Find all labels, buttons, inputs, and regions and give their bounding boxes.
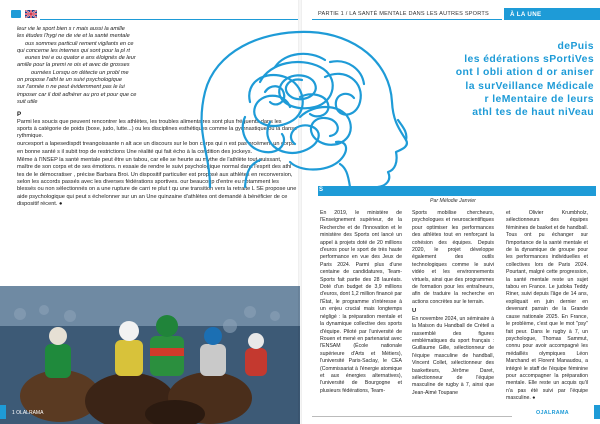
box-column-3: [506, 210, 588, 403]
box-column-1: [320, 210, 402, 395]
text-line: imposer car il doit adhérer au pro et pour que ce: [17, 91, 137, 98]
paragraph: En novembre 2024, un séminaire à la Maison du Handball de Créteil a rassemblé des figures emblématiques du sport français : Guillaume Gille, sélectionneur de l'équipe masculine de handball, Vincent Collet, sélectionneur des basketteurs, Jérôme Daret, sélectionneur de l'équipe masculine de rugby à 7, ainsi que Jean-Aimé Toupane: [412, 315, 494, 396]
header-rule-left: [40, 19, 298, 20]
article-headline: [386, 40, 594, 119]
box-marker: S: [319, 187, 324, 193]
headline-line: athl tes de haut niVeau: [472, 107, 594, 119]
paragraph-text: Même à l'INSEP la santé mentale peut être un tabou, car elle se heurte au mythe de l'athlète tout-puissant, maître de son corps et de ses émotions. n essaie de rendre le suivi psychologique normal dans l'esprit des athl tes de le démocratiser , précise Barbara Broi. Un dispositif particulier est proposé aux athlètes en reconversion, selon les accords passés avec les diverses fédérations sportives. our beaucoup d'entre eu notamment les blessés ou non sélectionnés on a une rupture de carri re plut t qu une transition vers la retraite L SE propose une aide psychologique qui peut s échelonner sur un an Une quinzaine d'athlètes ont demandé à bénéficier de ce dispositif récent.: [17, 157, 297, 207]
text-line: eunes trei e ou quator e ans éloignés de leur: [25, 55, 136, 62]
text-line: leur vie le sport bien s r mais aussi la amille: [17, 26, 125, 32]
headline-line: la surVeillance Médicale: [465, 80, 594, 92]
footer-tab-left: [0, 405, 6, 419]
footer-rule-right: [312, 416, 512, 417]
page-folio-left: 1 OLALRAMA: [12, 410, 44, 416]
text-line: ournées Lorsqu on détecte un probl me: [31, 69, 129, 76]
paragraph: En 2019, le ministère de l'Enseignement supérieur, de la Recherche et de l'Innovation et le ministère des Sports ont lancé un appel à projets doté de 20 millions d'euros pour le sport de très haute performance en vue des Jeux de Paris 2024. Parmi plus d'une centaine de candidatures, Team-Sports fait partie des 28 lauréats. Doté d'un budget de 3,9 millions d'euros, dont 1,2 million financé par l'État, le programme s'intéresse à un enjeu crucial mais longtemps négligé : la préparation mentale et la dynamique collective des sports d'équipe. Piloté par l'université de Rouen et mené en partenariat avec l'ENSAM (École nationale supérieure d'Arts et Métiers), l'université Paris-Saclay, le CEA (Commissariat à l'énergie atomique et aux énergies alternatives), l'université de Bourgogne et plusieurs fédérations, Team-: [320, 210, 402, 394]
paragraph: [506, 210, 588, 403]
headline-line: r leMentaire de leurs: [484, 93, 594, 105]
paragraph: Sports mobilise chercheurs, psychologues et neuroscientifiques pour optimiser les performances des athlètes tout en renforçant la cohésion des équipes. Depuis 2020, le projet développe également des outils technologiques comme le suivi vidéo et les environnements virtuels, ainsi que des programmes de formation pour les entraîneurs, afin de traduire la recherche en actions concrètes sur le terrain.: [412, 210, 494, 305]
byline: Par Mélodie Janvier: [430, 198, 476, 204]
headline-line: ont l obli ation d or aniser: [455, 67, 594, 79]
jockeys-illustration: [0, 286, 300, 424]
text-line: sur l'année n ne peut évidemment pas le lui: [17, 84, 125, 91]
subsection-initial: U: [412, 308, 417, 315]
headline-line: les édérations sPortiVes: [464, 54, 594, 66]
page-folio-right: OJALRAMA: [536, 410, 569, 416]
end-mark-icon: ●: [58, 200, 63, 207]
paragraph: Parmi les soucis que peuvent rencontrer les athlètes, les troubles alimentaires sont plus fréquents dans les sports à catégorie de poids (boxe, judo, lutte...) ou les disciplines esthétiques comme la gymnastique ou la danse rythmique.: [17, 118, 298, 140]
box-column-2: [412, 210, 494, 397]
text-line: suit utile: [17, 98, 38, 105]
text-line: ous sommes particuli rement vigilants en ce: [25, 40, 134, 47]
end-mark-icon: ●: [532, 395, 536, 402]
header-rule-right: [312, 19, 502, 20]
text-line: les études l'hygi ne de vie et la santé mentale: [17, 33, 130, 40]
headline-line: dePuis: [557, 41, 594, 52]
flag-uk-icon[interactable]: [25, 10, 37, 18]
paragraph: ourcesport a lapesedispdt treangoissante n alt ace un discours sur le bon corps qui n est pas orcément un corps en bonne santé s il subit trop de restrictions Une réalité qui fait écho à la condition des jockeys.: [17, 141, 295, 155]
footer-tab-right: [594, 405, 600, 419]
section-running-head: PARTIE 1 / LA SANTÉ MENTALE DANS LES AUTRES SPORTS: [318, 11, 489, 17]
flag-fr-icon[interactable]: [11, 10, 21, 18]
text-line: amille pour la premi re ois et avec de grosses: [17, 62, 130, 69]
section-initial: P: [17, 111, 22, 119]
rubric-tab[interactable]: À LA UNE: [504, 8, 600, 20]
text-line: on propose l'athl te un suivi psychologique: [17, 77, 122, 84]
jockeys-photo: [0, 286, 300, 424]
paragraph-text: et Olivier Krumbholz, sélectionneurs des équipes féminines de basket et de handball. Tous ont pu échanger sur l'importance de la santé mentale et de la dynamique de groupe pour les performances individuelles et collectives lors de Paris 2024. Pourtant, malgré cette progression, la santé mentale reste un sujet tabou en France. Le judoka Teddy Riner, suivi depuis l'âge de 14 ans, expliquait en juin dernier en devenant parrain de la Grande cause nationale 2025. En France, le problème, c'est que le mot "psy" fait peur. Dans le rugby à 7, un psychologue, Thomas Sammut, connu pour avoir accompagné les médaillés olympiques Léon Marchand et Florent Manaudou, a intégré le staff de l'équipe féminine pour accompagner la préparation mentale. Elle reste un acquis qu'il n'a pas été suivi par l'équipe masculine.: [506, 210, 588, 402]
text-line: qui concerne les internes qui sont pour la pl rt: [17, 47, 130, 54]
